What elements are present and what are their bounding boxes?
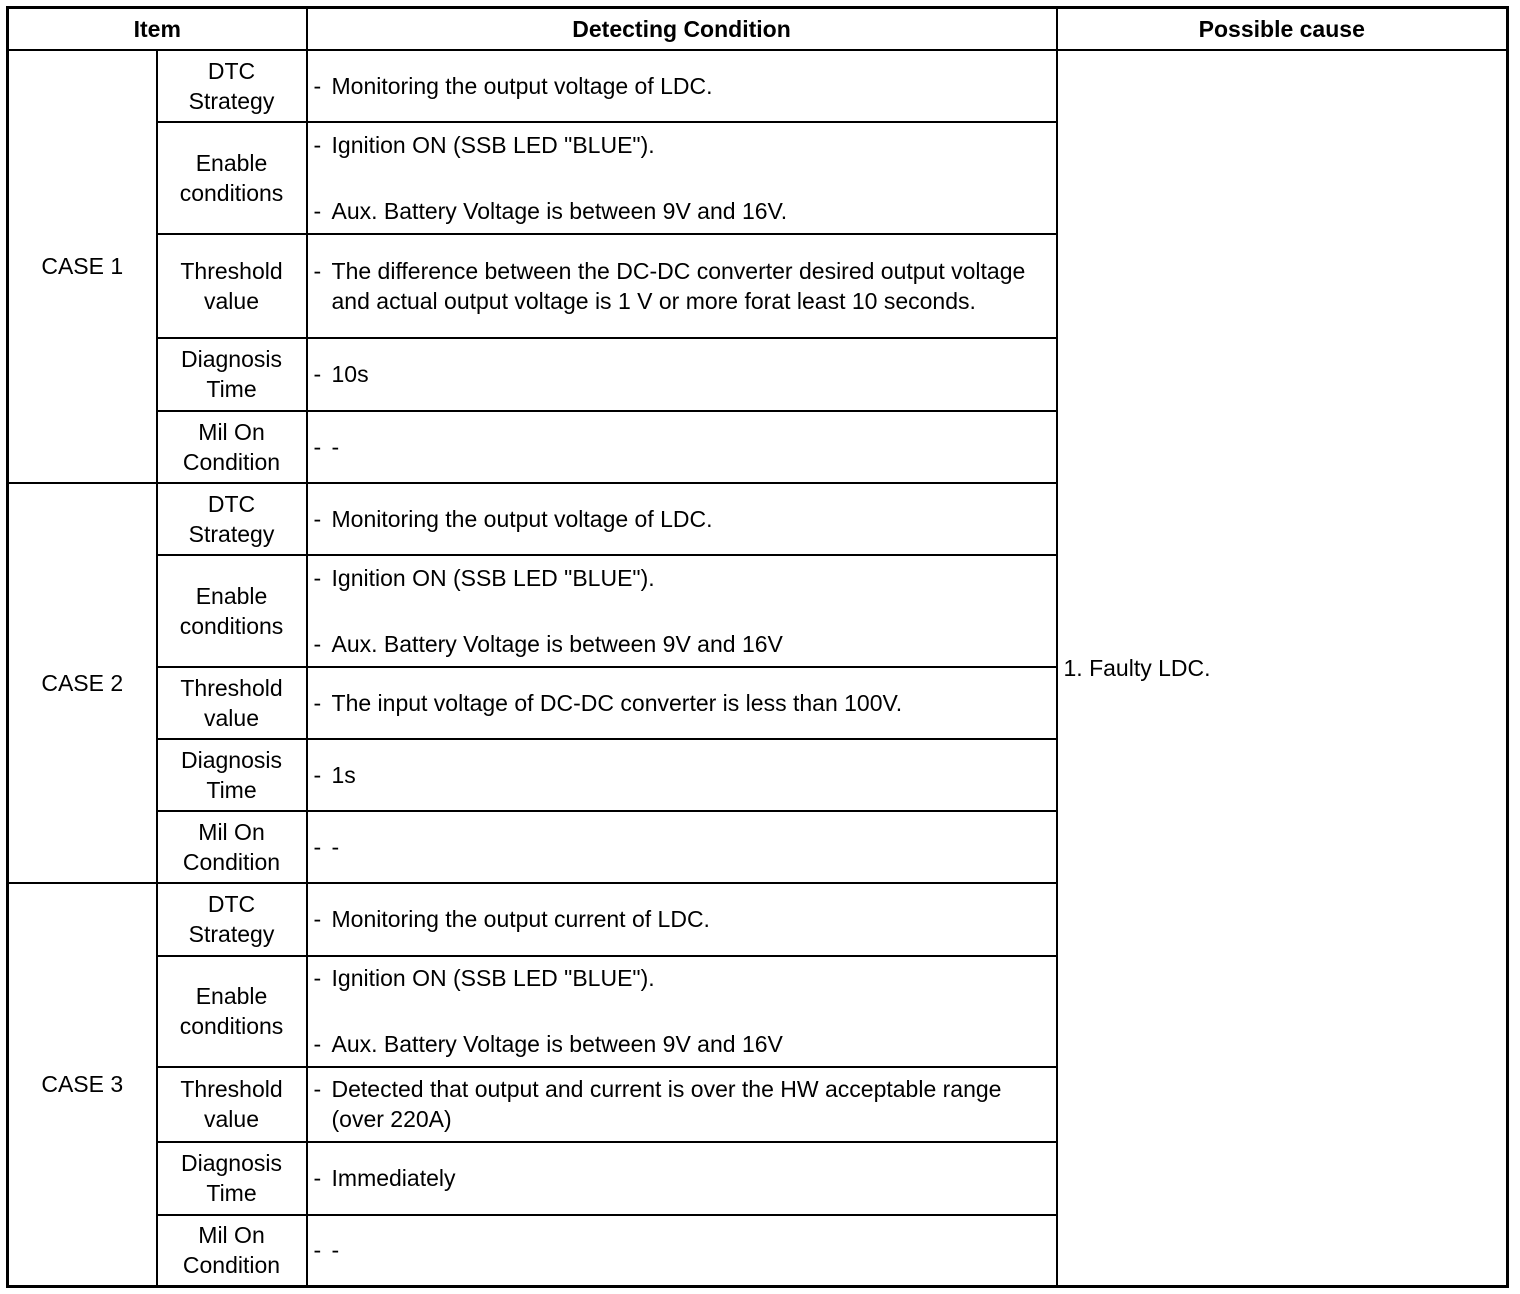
item-cell	[157, 739, 307, 811]
bullet-dash: -	[313, 505, 322, 532]
condition-cell	[307, 411, 1057, 483]
item-label-line: Threshold	[180, 674, 283, 701]
condition-line	[314, 1029, 1048, 1059]
condition-text: Aux. Battery Voltage is between 9V and 16V	[331, 1031, 783, 1057]
item-label-line: Condition	[182, 448, 281, 475]
item-label-line: Enable	[195, 149, 268, 176]
item-label-line: Threshold	[180, 257, 283, 284]
condition-line	[314, 359, 1048, 389]
item-cell	[157, 483, 307, 555]
case-label: CASE 2	[8, 483, 157, 883]
item-label-line: Strategy	[188, 921, 275, 947]
condition-text: Ignition ON (SSB LED "BLUE").	[331, 965, 655, 991]
bullet-dash: -	[313, 1237, 322, 1264]
item-cell	[157, 234, 307, 338]
condition-line	[314, 563, 1048, 593]
condition-line	[314, 688, 1048, 718]
item-label-line: Enable	[195, 983, 268, 1009]
item-label-line: Enable	[195, 582, 268, 609]
item-cell	[157, 883, 307, 956]
condition-line	[314, 196, 1048, 226]
item-label-line: value	[204, 704, 259, 731]
item-cell	[157, 411, 307, 483]
condition-line	[314, 963, 1048, 993]
dtc-table-wrapper	[6, 6, 1509, 1288]
condition-cell	[307, 956, 1057, 1067]
line-gap	[314, 593, 1048, 629]
condition-cell	[307, 811, 1057, 883]
condition-line	[314, 432, 1048, 462]
bullet-dash: -	[313, 564, 322, 591]
item-cell	[157, 667, 307, 739]
condition-text: Monitoring the output current of LDC.	[331, 906, 710, 932]
item-cell	[157, 122, 307, 234]
condition-text: The input voltage of DC-DC converter is less than 100V.	[331, 689, 903, 716]
condition-cell	[307, 1142, 1057, 1215]
bullet-dash: -	[313, 131, 322, 158]
bullet-dash: -	[313, 361, 322, 387]
item-cell	[157, 1215, 307, 1287]
item-label-line: value	[204, 1106, 259, 1132]
item-label-line: Time	[206, 376, 257, 402]
item-label-line: DTC	[207, 490, 256, 517]
line-gap	[314, 160, 1048, 196]
condition-cell	[307, 122, 1057, 234]
bullet-dash: -	[313, 1165, 322, 1191]
item-label-line: conditions	[179, 179, 284, 206]
item-label-line: conditions	[179, 612, 284, 639]
condition-line	[314, 1163, 1048, 1193]
item-cell	[157, 338, 307, 411]
item-label-line: Diagnosis	[181, 346, 282, 372]
bullet-dash: -	[313, 689, 322, 716]
condition-line	[314, 504, 1048, 534]
dtc-detecting-condition-table	[6, 6, 1509, 1288]
header-detecting-condition: Detecting Condition	[307, 8, 1057, 50]
item-label-line: Threshold	[180, 1076, 283, 1102]
condition-text: -	[331, 833, 340, 860]
header-item: Item	[8, 8, 307, 50]
condition-cell	[307, 234, 1057, 338]
possible-cause-cell: 1. Faulty LDC.	[1057, 50, 1508, 1287]
item-label-line: Condition	[182, 848, 281, 875]
condition-text: Monitoring the output voltage of LDC.	[331, 505, 713, 532]
condition-cell	[307, 1215, 1057, 1287]
condition-cell	[307, 338, 1057, 411]
bullet-dash: -	[313, 1031, 322, 1057]
item-cell	[157, 1142, 307, 1215]
item-label-line: Strategy	[188, 87, 275, 114]
condition-line	[314, 760, 1048, 790]
item-cell	[157, 1067, 307, 1142]
item-label-line: Mil On	[198, 818, 265, 845]
condition-line	[314, 130, 1048, 160]
condition-text: -	[331, 1237, 340, 1264]
condition-line	[314, 1074, 1048, 1134]
item-label-line: Diagnosis	[181, 746, 282, 773]
item-cell	[157, 555, 307, 667]
condition-cell	[307, 883, 1057, 956]
condition-cell	[307, 50, 1057, 122]
bullet-dash: -	[313, 197, 322, 224]
condition-line	[314, 832, 1048, 862]
bullet-dash: -	[313, 433, 322, 460]
condition-line	[314, 1235, 1048, 1265]
condition-text: 1s	[331, 761, 356, 788]
item-label-line: Diagnosis	[181, 1150, 282, 1176]
item-label-line: Strategy	[188, 520, 275, 547]
condition-cell	[307, 555, 1057, 667]
condition-cell	[307, 739, 1057, 811]
case-label: CASE 1	[8, 50, 157, 483]
condition-text: Detected that output and current is over the HW acceptable range (over 220A)	[331, 1076, 1002, 1132]
case-label: CASE 3	[8, 883, 157, 1287]
table-header-row	[8, 8, 1508, 50]
bullet-dash: -	[313, 906, 322, 932]
condition-line	[314, 256, 1048, 316]
bullet-dash: -	[313, 1076, 322, 1102]
condition-line	[314, 71, 1048, 101]
condition-text: Ignition ON (SSB LED "BLUE").	[331, 131, 655, 158]
bullet-dash: -	[313, 630, 322, 657]
condition-text: Aux. Battery Voltage is between 9V and 16V.	[331, 197, 788, 224]
bullet-dash: -	[313, 965, 322, 991]
condition-text: The difference between the DC-DC converter desired output voltage and actual output voltage is 1 V or more forat least 10 seconds.	[331, 257, 1026, 314]
bullet-dash: -	[313, 257, 322, 284]
condition-cell	[307, 667, 1057, 739]
item-label-line: Mil On	[198, 1222, 265, 1249]
item-label-line: Time	[206, 1180, 257, 1206]
bullet-dash: -	[313, 833, 322, 860]
condition-cell	[307, 1067, 1057, 1142]
line-gap	[314, 993, 1048, 1029]
table-row	[8, 50, 1508, 122]
condition-cell	[307, 483, 1057, 555]
bullet-dash: -	[313, 761, 322, 788]
item-cell	[157, 811, 307, 883]
item-label-line: Time	[206, 776, 257, 803]
condition-text: Monitoring the output voltage of LDC.	[331, 72, 713, 99]
item-label-line: DTC	[207, 891, 256, 917]
condition-text: Aux. Battery Voltage is between 9V and 16V	[331, 630, 783, 657]
item-cell	[157, 956, 307, 1067]
condition-text: Immediately	[331, 1165, 456, 1191]
condition-text: Ignition ON (SSB LED "BLUE").	[331, 564, 655, 591]
item-label-line: Mil On	[198, 418, 265, 445]
item-label-line: DTC	[207, 57, 256, 84]
bullet-dash: -	[313, 72, 322, 99]
condition-text: -	[331, 433, 340, 460]
item-label-line: Condition	[182, 1252, 281, 1279]
condition-line	[314, 904, 1048, 934]
item-label-line: value	[204, 287, 259, 314]
header-possible-cause: Possible cause	[1057, 8, 1508, 50]
item-label-line: conditions	[179, 1013, 284, 1039]
item-cell	[157, 50, 307, 122]
condition-text: 10s	[331, 361, 369, 387]
condition-line	[314, 629, 1048, 659]
